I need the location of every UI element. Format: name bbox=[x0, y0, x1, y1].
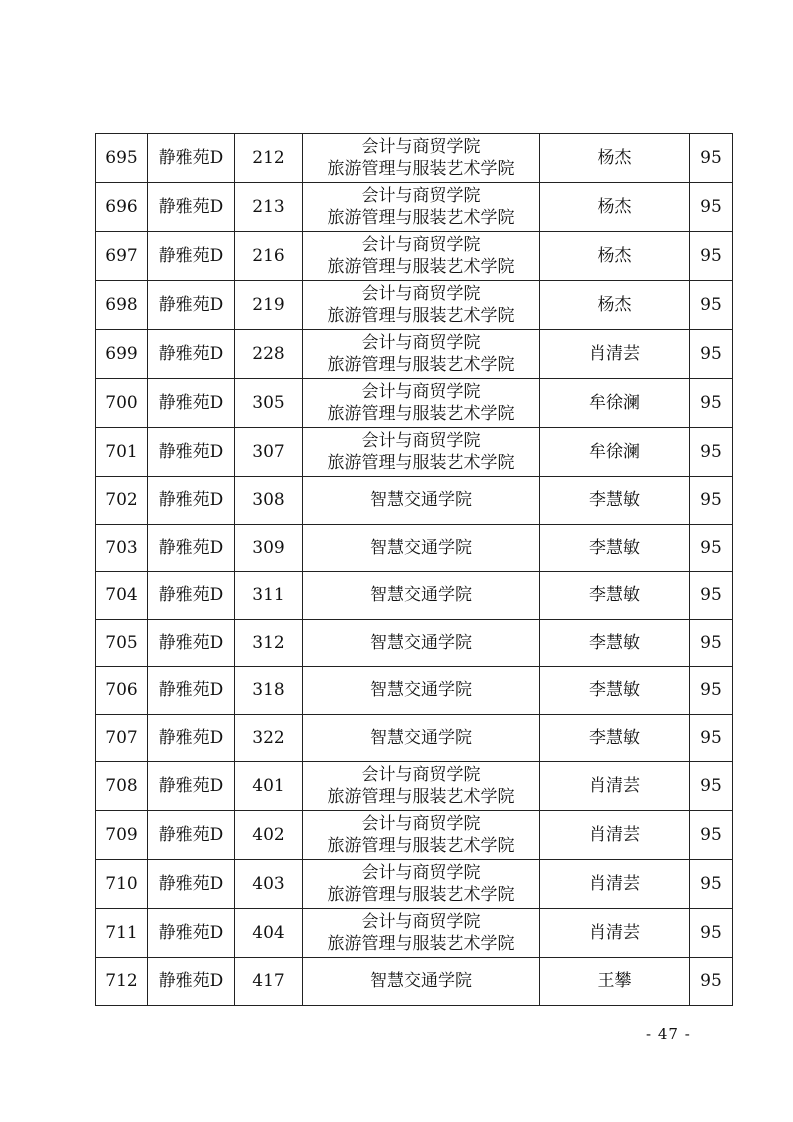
cell-building: 静雅苑D bbox=[148, 811, 235, 860]
cell-person: 肖清芸 bbox=[540, 762, 690, 811]
cell-score: 95 bbox=[690, 909, 733, 958]
cell-number: 702 bbox=[96, 477, 148, 525]
cell-number: 701 bbox=[96, 428, 148, 477]
college-line: 旅游管理与服装艺术学院 bbox=[327, 208, 515, 228]
cell-person: 杨杰 bbox=[540, 134, 690, 183]
table-body bbox=[96, 134, 733, 1006]
cell-college bbox=[303, 281, 540, 330]
cell-person: 杨杰 bbox=[540, 281, 690, 330]
cell-number: 706 bbox=[96, 667, 148, 715]
college-line: 旅游管理与服装艺术学院 bbox=[327, 836, 515, 856]
cell-number: 711 bbox=[96, 909, 148, 958]
cell-room: 212 bbox=[235, 134, 303, 183]
cell-number: 696 bbox=[96, 183, 148, 232]
cell-room: 401 bbox=[235, 762, 303, 811]
cell-college bbox=[303, 958, 540, 1006]
cell-person: 肖清芸 bbox=[540, 330, 690, 379]
cell-building: 静雅苑D bbox=[148, 860, 235, 909]
cell-score: 95 bbox=[690, 477, 733, 525]
table-row bbox=[96, 524, 733, 572]
college-line: 旅游管理与服装艺术学院 bbox=[327, 159, 515, 179]
college-line: 旅游管理与服装艺术学院 bbox=[327, 885, 515, 905]
cell-person: 肖清芸 bbox=[540, 811, 690, 860]
college-line: 智慧交通学院 bbox=[370, 971, 472, 992]
college-line: 智慧交通学院 bbox=[370, 727, 472, 748]
dormitory-score-table bbox=[95, 133, 733, 1006]
cell-building: 静雅苑D bbox=[148, 572, 235, 620]
cell-room: 213 bbox=[235, 183, 303, 232]
cell-score: 95 bbox=[690, 572, 733, 620]
cell-score: 95 bbox=[690, 281, 733, 330]
cell-score: 95 bbox=[690, 762, 733, 811]
cell-person: 李慧敏 bbox=[540, 477, 690, 525]
college-line: 会计与商贸学院 bbox=[361, 765, 481, 785]
cell-number: 695 bbox=[96, 134, 148, 183]
table-row bbox=[96, 958, 733, 1006]
cell-building: 静雅苑D bbox=[148, 232, 235, 281]
cell-college bbox=[303, 379, 540, 428]
college-line: 会计与商贸学院 bbox=[361, 814, 481, 834]
cell-room: 216 bbox=[235, 232, 303, 281]
cell-person: 杨杰 bbox=[540, 232, 690, 281]
cell-room: 309 bbox=[235, 524, 303, 572]
table-row bbox=[96, 860, 733, 909]
cell-score: 95 bbox=[690, 379, 733, 428]
college-line: 旅游管理与服装艺术学院 bbox=[327, 787, 515, 807]
table-row bbox=[96, 232, 733, 281]
cell-person: 牟徐澜 bbox=[540, 379, 690, 428]
cell-room: 318 bbox=[235, 667, 303, 715]
college-line: 旅游管理与服装艺术学院 bbox=[327, 404, 515, 424]
cell-college bbox=[303, 477, 540, 525]
cell-score: 95 bbox=[690, 524, 733, 572]
table-row bbox=[96, 183, 733, 232]
page-number: - 47 - bbox=[646, 1025, 691, 1043]
cell-person: 王攀 bbox=[540, 958, 690, 1006]
college-line: 会计与商贸学院 bbox=[361, 186, 481, 206]
cell-score: 95 bbox=[690, 428, 733, 477]
cell-college bbox=[303, 714, 540, 762]
cell-room: 404 bbox=[235, 909, 303, 958]
cell-person: 肖清芸 bbox=[540, 860, 690, 909]
cell-college bbox=[303, 909, 540, 958]
cell-number: 708 bbox=[96, 762, 148, 811]
cell-college bbox=[303, 860, 540, 909]
cell-college bbox=[303, 232, 540, 281]
cell-room: 308 bbox=[235, 477, 303, 525]
cell-person: 李慧敏 bbox=[540, 714, 690, 762]
table-row bbox=[96, 811, 733, 860]
cell-room: 403 bbox=[235, 860, 303, 909]
table-row bbox=[96, 281, 733, 330]
college-line: 会计与商贸学院 bbox=[361, 382, 481, 402]
cell-room: 228 bbox=[235, 330, 303, 379]
cell-college bbox=[303, 330, 540, 379]
cell-college bbox=[303, 572, 540, 620]
cell-score: 95 bbox=[690, 232, 733, 281]
cell-building: 静雅苑D bbox=[148, 183, 235, 232]
table-row bbox=[96, 428, 733, 477]
cell-room: 305 bbox=[235, 379, 303, 428]
table-row bbox=[96, 477, 733, 525]
college-line: 智慧交通学院 bbox=[370, 537, 472, 558]
cell-building: 静雅苑D bbox=[148, 714, 235, 762]
cell-number: 710 bbox=[96, 860, 148, 909]
table-row bbox=[96, 330, 733, 379]
table-row bbox=[96, 619, 733, 667]
cell-building: 静雅苑D bbox=[148, 524, 235, 572]
cell-building: 静雅苑D bbox=[148, 330, 235, 379]
cell-score: 95 bbox=[690, 619, 733, 667]
cell-number: 709 bbox=[96, 811, 148, 860]
cell-score: 95 bbox=[690, 714, 733, 762]
cell-room: 312 bbox=[235, 619, 303, 667]
cell-building: 静雅苑D bbox=[148, 909, 235, 958]
cell-number: 703 bbox=[96, 524, 148, 572]
cell-person: 肖清芸 bbox=[540, 909, 690, 958]
table-row bbox=[96, 572, 733, 620]
cell-person: 杨杰 bbox=[540, 183, 690, 232]
cell-building: 静雅苑D bbox=[148, 619, 235, 667]
college-line: 智慧交通学院 bbox=[370, 632, 472, 653]
college-line: 旅游管理与服装艺术学院 bbox=[327, 257, 515, 277]
cell-number: 697 bbox=[96, 232, 148, 281]
cell-room: 219 bbox=[235, 281, 303, 330]
cell-score: 95 bbox=[690, 811, 733, 860]
cell-score: 95 bbox=[690, 134, 733, 183]
table-row bbox=[96, 134, 733, 183]
cell-person: 李慧敏 bbox=[540, 619, 690, 667]
cell-score: 95 bbox=[690, 330, 733, 379]
cell-person: 牟徐澜 bbox=[540, 428, 690, 477]
cell-person: 李慧敏 bbox=[540, 667, 690, 715]
cell-building: 静雅苑D bbox=[148, 762, 235, 811]
cell-score: 95 bbox=[690, 183, 733, 232]
cell-college bbox=[303, 134, 540, 183]
cell-number: 704 bbox=[96, 572, 148, 620]
college-line: 会计与商贸学院 bbox=[361, 863, 481, 883]
cell-college bbox=[303, 428, 540, 477]
table-row bbox=[96, 667, 733, 715]
college-line: 旅游管理与服装艺术学院 bbox=[327, 453, 515, 473]
cell-room: 417 bbox=[235, 958, 303, 1006]
cell-college bbox=[303, 667, 540, 715]
college-line: 会计与商贸学院 bbox=[361, 912, 481, 932]
cell-building: 静雅苑D bbox=[148, 667, 235, 715]
cell-college bbox=[303, 524, 540, 572]
cell-building: 静雅苑D bbox=[148, 477, 235, 525]
cell-building: 静雅苑D bbox=[148, 379, 235, 428]
cell-room: 311 bbox=[235, 572, 303, 620]
table-row bbox=[96, 714, 733, 762]
cell-person: 李慧敏 bbox=[540, 524, 690, 572]
cell-building: 静雅苑D bbox=[148, 428, 235, 477]
cell-building: 静雅苑D bbox=[148, 958, 235, 1006]
cell-number: 698 bbox=[96, 281, 148, 330]
college-line: 旅游管理与服装艺术学院 bbox=[327, 934, 515, 954]
cell-number: 707 bbox=[96, 714, 148, 762]
cell-number: 705 bbox=[96, 619, 148, 667]
cell-college bbox=[303, 183, 540, 232]
cell-room: 322 bbox=[235, 714, 303, 762]
cell-room: 307 bbox=[235, 428, 303, 477]
cell-person: 李慧敏 bbox=[540, 572, 690, 620]
cell-college bbox=[303, 619, 540, 667]
college-line: 会计与商贸学院 bbox=[361, 431, 481, 451]
cell-number: 700 bbox=[96, 379, 148, 428]
table-row bbox=[96, 909, 733, 958]
table-row bbox=[96, 762, 733, 811]
college-line: 会计与商贸学院 bbox=[361, 333, 481, 353]
college-line: 智慧交通学院 bbox=[370, 680, 472, 701]
table-row bbox=[96, 379, 733, 428]
college-line: 会计与商贸学院 bbox=[361, 235, 481, 255]
college-line: 智慧交通学院 bbox=[370, 585, 472, 606]
cell-number: 712 bbox=[96, 958, 148, 1006]
college-line: 会计与商贸学院 bbox=[361, 284, 481, 304]
college-line: 旅游管理与服装艺术学院 bbox=[327, 306, 515, 326]
cell-score: 95 bbox=[690, 667, 733, 715]
cell-room: 402 bbox=[235, 811, 303, 860]
cell-building: 静雅苑D bbox=[148, 134, 235, 183]
cell-number: 699 bbox=[96, 330, 148, 379]
cell-building: 静雅苑D bbox=[148, 281, 235, 330]
cell-score: 95 bbox=[690, 860, 733, 909]
cell-college bbox=[303, 811, 540, 860]
college-line: 智慧交通学院 bbox=[370, 490, 472, 511]
college-line: 会计与商贸学院 bbox=[361, 137, 481, 157]
college-line: 旅游管理与服装艺术学院 bbox=[327, 355, 515, 375]
cell-college bbox=[303, 762, 540, 811]
cell-score: 95 bbox=[690, 958, 733, 1006]
